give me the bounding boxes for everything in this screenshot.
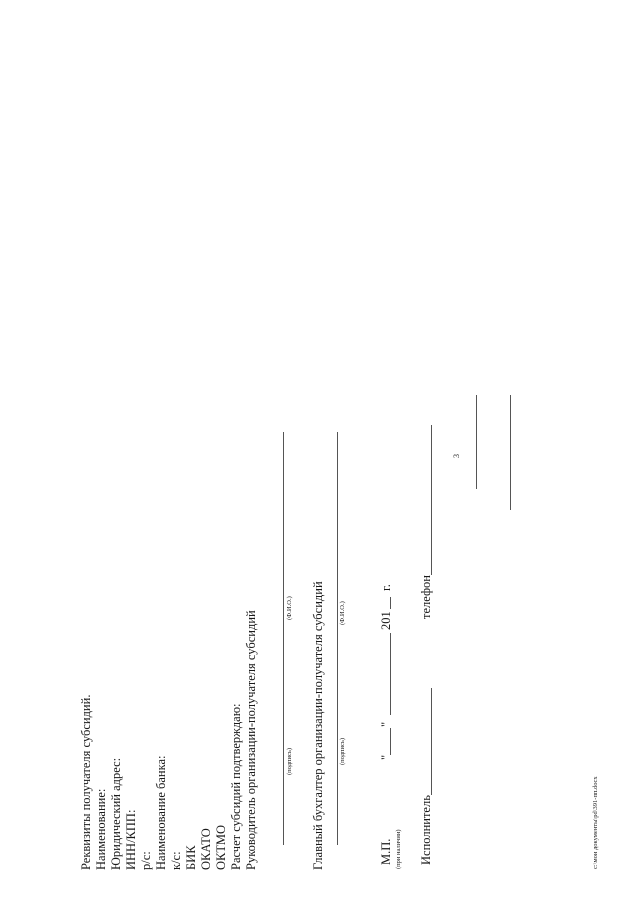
requisites-heading: Реквизиты получателя субсидий. (79, 694, 93, 870)
date-day-line (390, 728, 391, 755)
date-month-line (390, 633, 391, 715)
date-quote-open: " (379, 754, 393, 760)
head-fio-caption: (Ф.И.О.) (286, 596, 293, 620)
field-legal-address: Юридический адрес: (109, 757, 123, 870)
head-signature-caption: (подпись) (286, 748, 293, 775)
page-number: 3 (452, 454, 461, 458)
accountant-fio-caption: (Ф.И.О.) (339, 601, 346, 625)
mp-note: (при наличии) (395, 829, 402, 869)
field-bank-name: Наименование банка: (154, 755, 168, 870)
head-signature-line (283, 432, 284, 845)
accountant-signature-caption: (подпись) (339, 738, 346, 765)
footer-path: c:\мои документы\pd\391-пп.docx (592, 776, 599, 869)
date-year-prefix: 201 (379, 611, 393, 630)
field-okato: ОКАТО (199, 828, 213, 870)
field-oktmo: ОКТМО (214, 825, 228, 870)
confirm-text: Расчет субсидий подтверждаю: (229, 703, 243, 870)
field-bik: БИК (184, 845, 198, 870)
field-corr-account: к/с: (169, 851, 183, 870)
lower-right-line (476, 395, 477, 489)
date-year-line (390, 597, 391, 609)
field-account: р/с: (139, 851, 153, 870)
head-title: Руководитель организации-получателя субсидий (244, 610, 258, 870)
executor-name-line (431, 688, 432, 795)
date-year-suffix: г. (379, 584, 393, 591)
mp-label: М.П. (379, 838, 393, 865)
accountant-title: Главный бухгалтер организации-получателя субсидий (311, 581, 325, 870)
date-quote-close: " (379, 721, 393, 727)
executor-label: Исполнитель (419, 795, 433, 865)
accountant-signature-line (337, 432, 338, 845)
field-inn-kpp: ИНН/КПП: (124, 809, 138, 870)
executor-phone-line (431, 425, 432, 575)
lower-line (510, 395, 511, 510)
phone-label: телефон (419, 575, 433, 619)
field-name: Наименование: (94, 788, 108, 870)
